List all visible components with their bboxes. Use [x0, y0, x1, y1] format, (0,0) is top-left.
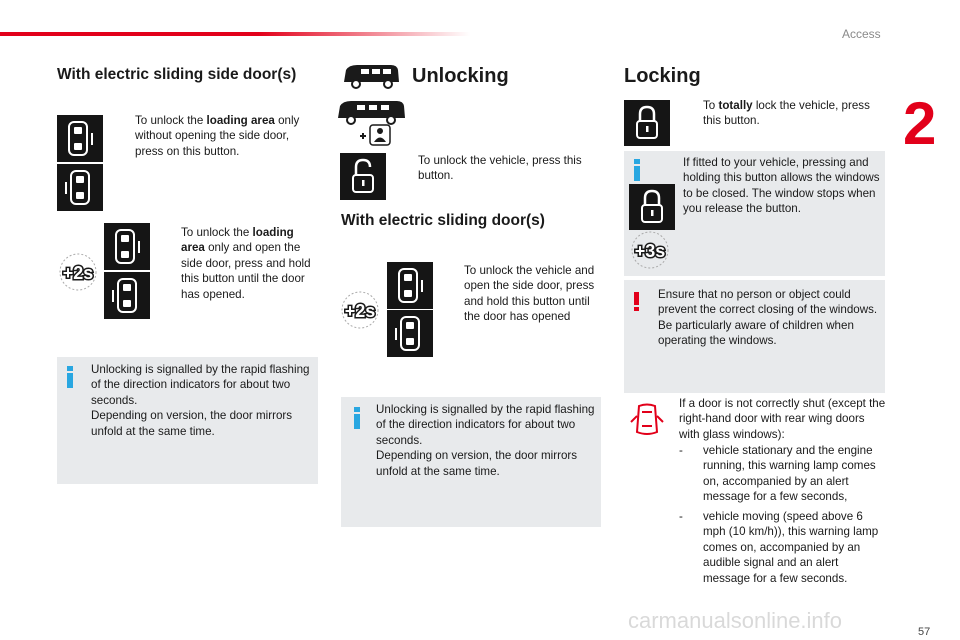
timer-label: +3s	[634, 241, 666, 261]
info-icon	[634, 159, 640, 181]
door-open-warning-icon	[630, 402, 664, 438]
col2-info-box	[341, 397, 601, 527]
chapter-number: 2	[903, 90, 937, 157]
timer-3s-icon	[627, 230, 673, 270]
info-icon	[67, 366, 73, 388]
door-note-item-1: vehicle stationary and the engine running, this warning lamp comes on, accompanied by an alert message for a few seconds,	[703, 444, 876, 504]
timer-2s-icon	[338, 290, 382, 330]
warning-icon	[634, 292, 640, 311]
door-note-dash-1: -	[679, 444, 683, 457]
timer-label: +2s	[62, 263, 94, 283]
col1-info-box	[57, 357, 318, 484]
door-note-intro: If a door is not correctly shut (except the right-hand door with rear wing doors with glass windows):	[679, 397, 886, 441]
van-short-icon	[341, 60, 401, 90]
locking-heading: Locking	[624, 65, 701, 87]
timer-label: +2s	[344, 301, 376, 321]
unlocking-heading: Unlocking	[412, 65, 509, 87]
lock-button-icon	[624, 100, 670, 146]
loading-area-button-icon	[387, 262, 433, 309]
col3-warning-box	[624, 280, 885, 393]
col3-step1-text: To totally lock the vehicle, press this button.	[703, 99, 870, 128]
col1-info-text: Unlocking is signalled by the rapid flashing of the direction indicators for about two seconds. Depending on version, the door mirrors unfold at the same time.	[91, 363, 310, 438]
top-accent-bar	[0, 32, 470, 36]
info-icon	[354, 407, 360, 429]
side-door-button-icon	[104, 272, 150, 319]
col3-info-text: If fitted to your vehicle, pressing and holding this button allows the windows to be closed. The window stops when you release the button.	[683, 156, 880, 216]
timer-2s-icon	[56, 252, 100, 292]
van-long-icon	[335, 96, 407, 126]
col1-heading: With electric sliding side door(s)	[57, 66, 297, 83]
col2-step1-text: To unlock the vehicle, press this button.	[418, 154, 582, 183]
page-number: 57	[918, 626, 931, 638]
col2-subheading: With electric sliding door(s)	[341, 212, 545, 229]
section-label: Access	[842, 27, 881, 41]
col3-info-box	[624, 151, 885, 276]
side-door-button-icon	[57, 164, 103, 211]
unlock-button-icon	[340, 153, 386, 200]
col2-step2-text: To unlock the vehicle and open the side door, press and hold this button until the door has opened	[464, 264, 595, 324]
loading-area-button-icon	[104, 223, 150, 270]
door-note-dash-2: -	[679, 510, 683, 523]
plus-seat-icon	[358, 124, 392, 146]
col1-step1-text: To unlock the loading area only without opening the side door, press on this button.	[135, 114, 300, 158]
col3-warning-text: Ensure that no person or object could prevent the correct closing of the windows. Be particularly aware of children when operating the windows.	[658, 288, 878, 348]
door-note-item-2: vehicle moving (speed above 6 mph (10 km/h)), this warning lamp comes on, accompanied by an audible signal and an alert message for a few seconds.	[703, 510, 879, 585]
lock-button-icon	[629, 184, 675, 230]
side-door-button-icon	[387, 310, 433, 357]
col2-info-text: Unlocking is signalled by the rapid flashing of the direction indicators for about two seconds. Depending on version, the door mirrors unfold at the same time.	[376, 403, 595, 478]
watermark: carmanualsonline.info	[628, 608, 843, 633]
loading-area-button-icon	[57, 115, 103, 162]
col1-step2-text: To unlock the loading area only and open the side door, press and hold this button until the door has opened.	[181, 226, 311, 301]
